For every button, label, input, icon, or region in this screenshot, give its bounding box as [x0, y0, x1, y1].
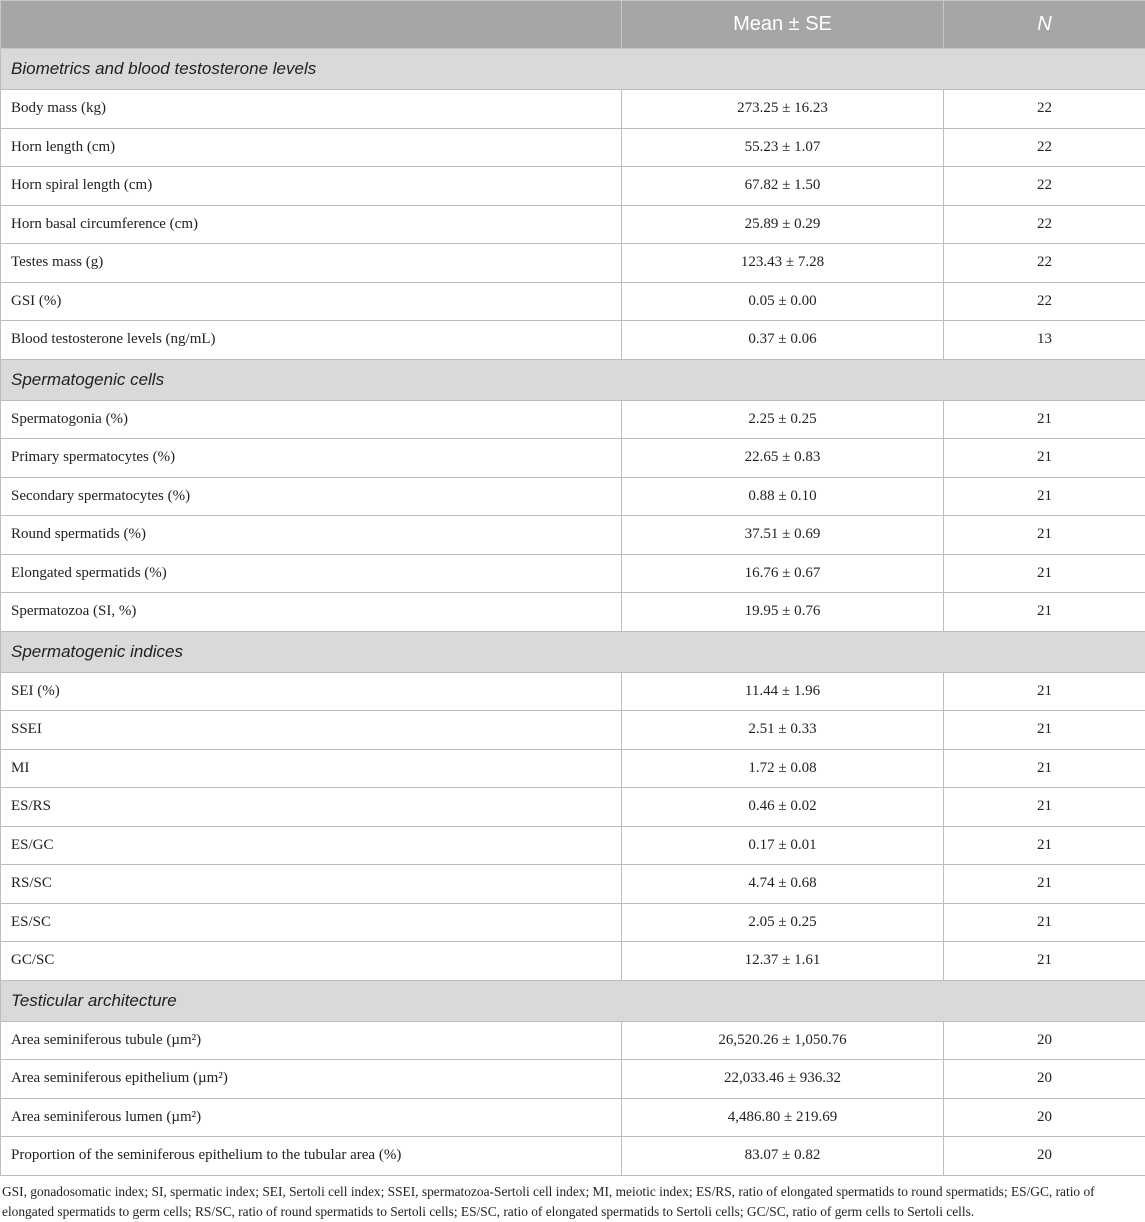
table-row [1, 128, 1145, 167]
row-mean-se: 0.05 ± 0.00 [622, 282, 944, 321]
row-label: RS/SC [1, 865, 622, 904]
table-row [1, 1137, 1145, 1176]
table-row [1, 205, 1145, 244]
row-n: 21 [944, 788, 1145, 827]
section-header-row [1, 980, 1145, 1021]
table-row [1, 826, 1145, 865]
row-mean-se: 83.07 ± 0.82 [622, 1137, 944, 1176]
row-n: 22 [944, 205, 1145, 244]
row-mean-se: 0.46 ± 0.02 [622, 788, 944, 827]
row-mean-se: 26,520.26 ± 1,050.76 [622, 1021, 944, 1060]
row-n: 22 [944, 90, 1145, 129]
row-n: 21 [944, 439, 1145, 478]
row-mean-se: 1.72 ± 0.08 [622, 749, 944, 788]
table-row [1, 321, 1145, 360]
row-mean-se: 19.95 ± 0.76 [622, 593, 944, 632]
row-n: 21 [944, 749, 1145, 788]
row-n: 13 [944, 321, 1145, 360]
row-mean-se: 22,033.46 ± 936.32 [622, 1060, 944, 1099]
table-row [1, 400, 1145, 439]
section-title: Spermatogenic indices [1, 631, 1145, 672]
table-row [1, 439, 1145, 478]
row-mean-se: 2.25 ± 0.25 [622, 400, 944, 439]
row-mean-se: 273.25 ± 16.23 [622, 90, 944, 129]
row-n: 21 [944, 477, 1145, 516]
row-label: ES/SC [1, 903, 622, 942]
table-footnote: GSI, gonadosomatic index; SI, spermatic index; SEI, Sertoli cell index; SSEI, spermatozoa-Sertoli cell index; MI, meiotic index; ES/RS, ratio of elongated spermatids to round spermatids; ES/GC, ratio of elongated spermatids to germ cells; RS/SC, ratio of round spermatids to Sertoli cells; ES/SC, ratio of elongated spermatids to Sertoli cells; GC/SC, ratio of germ cells to Sertoli cells. [2, 1182, 1143, 1222]
row-n: 21 [944, 711, 1145, 750]
row-n: 21 [944, 672, 1145, 711]
row-label: Primary spermatocytes (%) [1, 439, 622, 478]
row-label: Round spermatids (%) [1, 516, 622, 555]
row-mean-se: 4,486.80 ± 219.69 [622, 1098, 944, 1137]
row-label: MI [1, 749, 622, 788]
row-n: 20 [944, 1021, 1145, 1060]
row-mean-se: 2.51 ± 0.33 [622, 711, 944, 750]
table-row [1, 942, 1145, 981]
row-label: Spermatozoa (SI, %) [1, 593, 622, 632]
row-mean-se: 12.37 ± 1.61 [622, 942, 944, 981]
row-n: 21 [944, 400, 1145, 439]
table-row [1, 672, 1145, 711]
row-n: 22 [944, 167, 1145, 206]
row-mean-se: 0.37 ± 0.06 [622, 321, 944, 360]
row-label: Proportion of the seminiferous epithelium to the tubular area (%) [1, 1137, 622, 1176]
row-n: 21 [944, 903, 1145, 942]
row-label: Body mass (kg) [1, 90, 622, 129]
row-n: 21 [944, 942, 1145, 981]
table-row [1, 1098, 1145, 1137]
row-mean-se: 22.65 ± 0.83 [622, 439, 944, 478]
row-label: ES/GC [1, 826, 622, 865]
table-row [1, 903, 1145, 942]
row-n: 21 [944, 826, 1145, 865]
table-row [1, 244, 1145, 283]
row-label: GC/SC [1, 942, 622, 981]
table-row [1, 711, 1145, 750]
row-n: 22 [944, 128, 1145, 167]
row-label: ES/RS [1, 788, 622, 827]
row-n: 22 [944, 244, 1145, 283]
table-header [1, 1, 1145, 49]
row-mean-se: 4.74 ± 0.68 [622, 865, 944, 904]
header-n: N [944, 1, 1145, 49]
row-label: Spermatogonia (%) [1, 400, 622, 439]
table-row [1, 788, 1145, 827]
table-row [1, 554, 1145, 593]
row-mean-se: 2.05 ± 0.25 [622, 903, 944, 942]
table-row [1, 167, 1145, 206]
row-n: 21 [944, 554, 1145, 593]
section-header-row [1, 631, 1145, 672]
row-n: 21 [944, 516, 1145, 555]
row-label: Area seminiferous tubule (µm²) [1, 1021, 622, 1060]
row-label: Testes mass (g) [1, 244, 622, 283]
header-row [1, 1, 1145, 49]
row-mean-se: 16.76 ± 0.67 [622, 554, 944, 593]
section-title: Spermatogenic cells [1, 359, 1145, 400]
row-label: Area seminiferous epithelium (µm²) [1, 1060, 622, 1099]
row-label: Secondary spermatocytes (%) [1, 477, 622, 516]
section-header-row [1, 359, 1145, 400]
row-label: Horn basal circumference (cm) [1, 205, 622, 244]
table-body [1, 49, 1145, 1176]
row-label: GSI (%) [1, 282, 622, 321]
section-header-row [1, 49, 1145, 90]
table-row [1, 282, 1145, 321]
table-row [1, 865, 1145, 904]
section-title: Biometrics and blood testosterone levels [1, 49, 1145, 90]
header-label-column [1, 1, 622, 49]
header-mean-se: Mean ± SE [622, 1, 944, 49]
row-label: Horn spiral length (cm) [1, 167, 622, 206]
row-mean-se: 25.89 ± 0.29 [622, 205, 944, 244]
section-title: Testicular architecture [1, 980, 1145, 1021]
row-n: 21 [944, 865, 1145, 904]
row-mean-se: 11.44 ± 1.96 [622, 672, 944, 711]
row-mean-se: 37.51 ± 0.69 [622, 516, 944, 555]
row-n: 20 [944, 1137, 1145, 1176]
row-n: 21 [944, 593, 1145, 632]
row-mean-se: 123.43 ± 7.28 [622, 244, 944, 283]
row-label: Blood testosterone levels (ng/mL) [1, 321, 622, 360]
row-label: SSEI [1, 711, 622, 750]
row-label: Area seminiferous lumen (µm²) [1, 1098, 622, 1137]
row-mean-se: 67.82 ± 1.50 [622, 167, 944, 206]
table-row [1, 90, 1145, 129]
row-n: 22 [944, 282, 1145, 321]
row-n: 20 [944, 1098, 1145, 1137]
table-row [1, 1060, 1145, 1099]
row-label: SEI (%) [1, 672, 622, 711]
table-row [1, 593, 1145, 632]
table-row [1, 1021, 1145, 1060]
table-row [1, 477, 1145, 516]
row-label: Elongated spermatids (%) [1, 554, 622, 593]
row-mean-se: 0.17 ± 0.01 [622, 826, 944, 865]
table-row [1, 749, 1145, 788]
table-row [1, 516, 1145, 555]
row-label: Horn length (cm) [1, 128, 622, 167]
row-mean-se: 0.88 ± 0.10 [622, 477, 944, 516]
row-n: 20 [944, 1060, 1145, 1099]
row-mean-se: 55.23 ± 1.07 [622, 128, 944, 167]
